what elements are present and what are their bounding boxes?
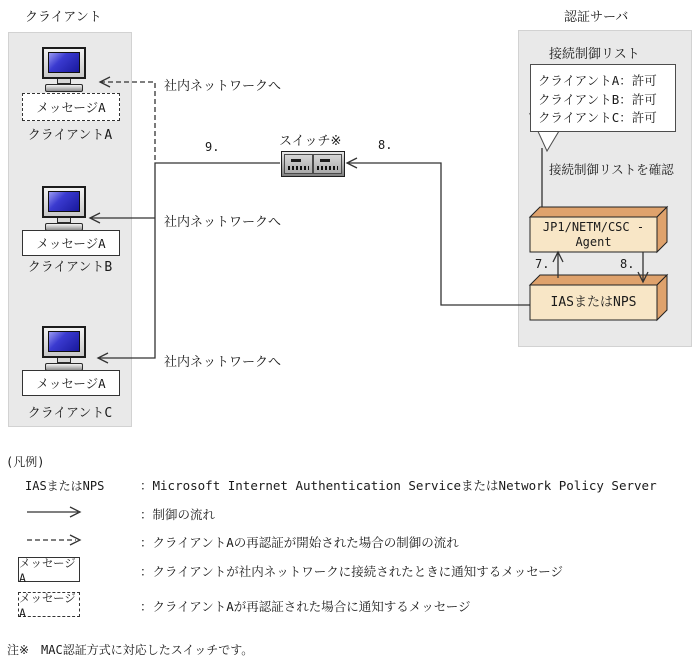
switch-panel: [284, 154, 313, 174]
legend-message-dashed-box: メッセージA: [18, 592, 80, 617]
message-label: メッセージA: [36, 100, 106, 115]
ias-to-switch-line: [347, 163, 530, 305]
access-list-entry: クライアントA：許可: [538, 73, 657, 88]
legend-dashed-arrow-desc: ：クライアントAの再認証が開始された場合の制御の流れ: [140, 535, 459, 550]
message-label: メッセージA: [36, 376, 106, 391]
network-label-client-c: 社内ネットワークへ: [164, 355, 282, 370]
client-b-name: クライアントB: [27, 260, 113, 275]
monitor-screen: [48, 191, 80, 212]
legend-message-solid-box: メッセージA: [18, 557, 80, 582]
step-label-8-outer: 8.: [378, 138, 393, 152]
message-a-box-client-b: [22, 230, 120, 256]
legend-heading: (凡例): [6, 455, 45, 469]
access-control-list: [530, 64, 676, 132]
agent-label-line1: JP1/NETM/CSC -: [542, 219, 645, 234]
server-group-title: 認証サーバ: [564, 10, 629, 25]
access-list-title: 接続制御リスト: [549, 47, 640, 62]
step-label-8-inner: 8.: [620, 257, 635, 271]
switch-ports: [317, 166, 338, 170]
message-a-box-client-c: [22, 370, 120, 396]
switch-icon: [281, 151, 345, 177]
step-label-7: 7.: [535, 257, 550, 271]
solid-arrow-icon: [26, 504, 86, 520]
clients-group-title: クライアント: [25, 10, 102, 25]
network-label-client-a: 社内ネットワークへ: [164, 79, 282, 94]
client-a-name: クライアントA: [27, 128, 113, 143]
monitor-frame: [42, 47, 86, 79]
client-c-name: クライアントC: [27, 406, 113, 421]
step-label-9: 9.: [205, 140, 220, 154]
agent-box-label: [530, 217, 657, 252]
legend-ias-term: IASまたはNPS: [25, 479, 105, 493]
switch-led: [291, 159, 301, 162]
legend-ias-desc: ：Microsoft Internet Authentication ServiceまたはNetwork Policy Server: [140, 478, 657, 493]
monitor-frame: [42, 326, 86, 358]
switch-ports: [288, 166, 309, 170]
check-list-label: 接続制御リストを確認: [549, 162, 674, 177]
dashed-arrow-icon: [26, 532, 86, 548]
switch-panel: [313, 154, 342, 174]
agent-label-line2: Agent: [575, 234, 612, 249]
access-list-entry: クライアントB：許可: [538, 91, 657, 107]
message-label: メッセージA: [36, 236, 106, 251]
footnote: 注※ MAC認証方式に対応したスイッチです。: [7, 643, 254, 657]
message-a-box-client-a: [22, 93, 120, 121]
monitor-screen: [48, 52, 80, 73]
switch-label: スイッチ※: [279, 134, 342, 149]
monitor-screen: [48, 331, 80, 352]
legend-message-dashed-desc: ：クライアントAが再認証された場合に通知するメッセージ: [140, 599, 471, 614]
monitor-base: [45, 84, 83, 92]
switch-led: [320, 159, 330, 162]
legend-solid-arrow-desc: ：制御の流れ: [140, 507, 216, 522]
switch-to-clients-line: [98, 163, 280, 358]
ias-box-label: IASまたはNPS: [550, 295, 637, 310]
client-c-computer-icon: [41, 326, 87, 371]
monitor-frame: [42, 186, 86, 218]
client-b-computer-icon: [41, 186, 87, 231]
client-a-computer-icon: [41, 47, 87, 92]
access-list-entry: クライアントC：許可: [538, 110, 657, 125]
network-label-client-b: 社内ネットワークへ: [164, 215, 282, 230]
legend-message-solid-desc: ：クライアントが社内ネットワークに接続されたときに通知するメッセージ: [140, 564, 564, 579]
